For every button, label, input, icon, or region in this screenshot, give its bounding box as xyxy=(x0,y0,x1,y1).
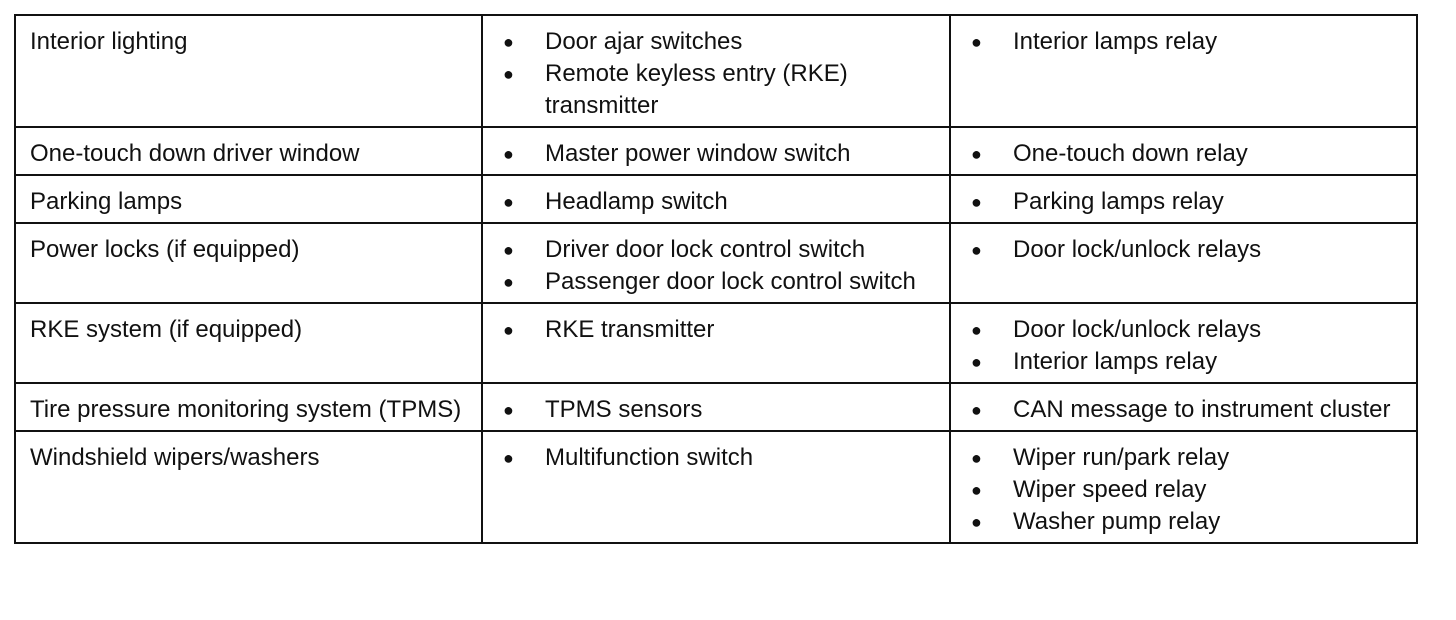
table-row xyxy=(15,303,1417,383)
list-item xyxy=(965,506,1404,538)
list-item xyxy=(497,186,937,218)
inputs-list xyxy=(497,442,937,474)
list-item xyxy=(497,138,937,170)
list-item-label: Parking lamps relay xyxy=(1013,188,1224,215)
bullet-icon: ● xyxy=(971,144,982,164)
list-item xyxy=(965,234,1404,266)
bullet-icon: ● xyxy=(971,400,982,420)
list-item-label: Door ajar switches xyxy=(545,28,743,55)
function-cell: One-touch down driver window xyxy=(15,127,482,175)
table-row xyxy=(15,127,1417,175)
list-item xyxy=(965,442,1404,474)
list-item-label: TPMS sensors xyxy=(545,396,703,423)
outputs-list xyxy=(965,234,1404,266)
list-item xyxy=(497,234,937,266)
inputs-list xyxy=(497,234,937,298)
outputs-list xyxy=(965,26,1404,58)
list-item-label: Door lock/unlock relays xyxy=(1013,316,1262,343)
bullet-icon: ● xyxy=(503,192,514,212)
table-body xyxy=(15,15,1417,543)
outputs-list xyxy=(965,186,1404,218)
bullet-icon: ● xyxy=(503,32,514,52)
list-item xyxy=(497,26,937,58)
list-item-label: Door lock/unlock relays xyxy=(1013,236,1262,263)
inputs-list xyxy=(497,394,937,426)
outputs-cell xyxy=(950,175,1417,223)
function-cell: Interior lighting xyxy=(15,15,482,127)
outputs-cell xyxy=(950,223,1417,303)
inputs-list xyxy=(497,314,937,346)
inputs-list xyxy=(497,186,937,218)
outputs-cell xyxy=(950,15,1417,127)
outputs-list xyxy=(965,314,1404,378)
list-item-label: CAN message to instrument cluster xyxy=(1013,396,1391,423)
inputs-cell xyxy=(482,15,950,127)
function-cell: RKE system (if equipped) xyxy=(15,303,482,383)
list-item-label: Driver door lock control switch xyxy=(545,236,866,263)
bullet-icon: ● xyxy=(971,352,982,372)
list-item-label: One-touch down relay xyxy=(1013,140,1248,167)
list-item xyxy=(497,442,937,474)
list-item-label: Interior lamps relay xyxy=(1013,348,1218,375)
list-item xyxy=(965,394,1404,426)
list-item-label: Multifunction switch xyxy=(545,444,754,471)
list-item xyxy=(965,138,1404,170)
table-row xyxy=(15,383,1417,431)
outputs-list xyxy=(965,442,1404,538)
bullet-icon: ● xyxy=(503,64,514,84)
bullet-icon: ● xyxy=(971,192,982,212)
function-cell: Windshield wipers/washers xyxy=(15,431,482,543)
bullet-icon: ● xyxy=(971,448,982,468)
table-row xyxy=(15,175,1417,223)
bcm-function-table xyxy=(14,14,1418,544)
bullet-icon: ● xyxy=(503,320,514,340)
outputs-cell xyxy=(950,127,1417,175)
outputs-cell xyxy=(950,431,1417,543)
list-item xyxy=(965,186,1404,218)
bullet-icon: ● xyxy=(503,240,514,260)
list-item xyxy=(497,314,937,346)
function-cell: Tire pressure monitoring system (TPMS) xyxy=(15,383,482,431)
list-item xyxy=(965,474,1404,506)
bullet-icon: ● xyxy=(503,400,514,420)
list-item-label: Headlamp switch xyxy=(545,188,728,215)
list-item xyxy=(497,394,937,426)
outputs-list xyxy=(965,138,1404,170)
list-item xyxy=(965,346,1404,378)
list-item-label: Washer pump relay xyxy=(1013,508,1221,535)
table-row xyxy=(15,431,1417,543)
inputs-cell xyxy=(482,223,950,303)
outputs-cell xyxy=(950,383,1417,431)
list-item-label: RKE transmitter xyxy=(545,316,715,343)
function-cell: Parking lamps xyxy=(15,175,482,223)
list-item-label: Master power window switch xyxy=(545,140,851,167)
outputs-list xyxy=(965,394,1404,426)
list-item-label: Remote keyless entry (RKE) transmitter xyxy=(545,60,848,119)
list-item xyxy=(965,314,1404,346)
list-item-label: Interior lamps relay xyxy=(1013,28,1218,55)
bullet-icon: ● xyxy=(503,272,514,292)
inputs-cell xyxy=(482,303,950,383)
bullet-icon: ● xyxy=(971,320,982,340)
table-row xyxy=(15,223,1417,303)
list-item-label: Wiper run/park relay xyxy=(1013,444,1230,471)
bullet-icon: ● xyxy=(503,448,514,468)
list-item xyxy=(497,58,937,122)
table-row xyxy=(15,15,1417,127)
inputs-cell xyxy=(482,431,950,543)
bullet-icon: ● xyxy=(971,480,982,500)
inputs-list xyxy=(497,26,937,122)
list-item xyxy=(497,266,937,298)
outputs-cell xyxy=(950,303,1417,383)
inputs-cell xyxy=(482,127,950,175)
inputs-list xyxy=(497,138,937,170)
inputs-cell xyxy=(482,175,950,223)
bullet-icon: ● xyxy=(971,512,982,532)
bullet-icon: ● xyxy=(971,240,982,260)
list-item-label: Wiper speed relay xyxy=(1013,476,1207,503)
bullet-icon: ● xyxy=(503,144,514,164)
list-item xyxy=(965,26,1404,58)
inputs-cell xyxy=(482,383,950,431)
bullet-icon: ● xyxy=(971,32,982,52)
function-cell: Power locks (if equipped) xyxy=(15,223,482,303)
list-item-label: Passenger door lock control switch xyxy=(545,268,916,295)
